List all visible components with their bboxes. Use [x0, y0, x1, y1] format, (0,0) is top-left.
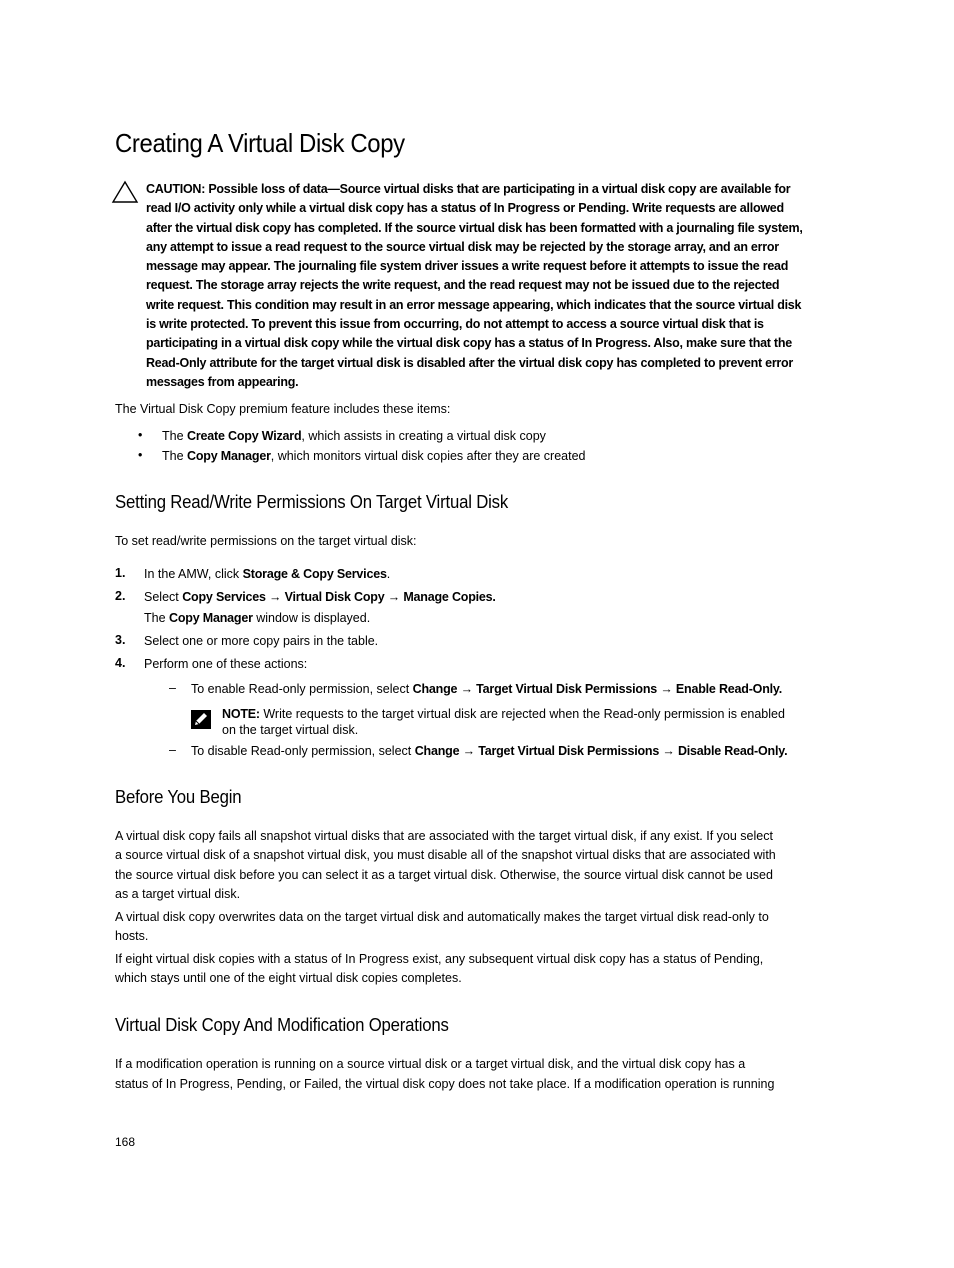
- caution-line: any attempt to issue a read request to the source virtual disk may be rejected by the storage array, and an error: [146, 239, 779, 254]
- warning-triangle-icon: [111, 180, 139, 204]
- section-intro: To set read/write permissions on the target virtual disk:: [115, 534, 417, 548]
- caution-line: message may appear. The journaling file system driver issues a write request before it attempts to issue the read: [146, 259, 789, 274]
- caution-text: [146, 180, 811, 392]
- step-text: Perform one of these actions:: [144, 657, 308, 671]
- paragraph-line: If a modification operation is running on a source virtual disk or a target virtual disk, and the virtual disk copy has a: [115, 1057, 746, 1071]
- section-heading-modification-operations: Virtual Disk Copy And Modification Operations: [115, 1015, 449, 1035]
- paragraph-line: A virtual disk copy fails all snapshot virtual disks that are associated with the target virtual disk, if any exist. If you select: [115, 829, 773, 843]
- create-copy-wizard-label: Create Copy Wizard: [187, 429, 302, 443]
- step-number: 1.: [115, 566, 126, 580]
- section-heading-permissions: Setting Read/Write Permissions On Target Virtual Disk: [115, 492, 508, 512]
- caution-line: CAUTION: Possible loss of data—Source virtual disks that are participating in a virtual disk copy are available for: [146, 182, 791, 196]
- dash-marker: –: [169, 743, 176, 757]
- note-text: NOTE: Write requests to the target virtual disk are rejected when the Read-only permission is enabled on the target virtual disk.: [222, 707, 785, 737]
- section-heading-before-you-begin: Before You Begin: [115, 787, 242, 807]
- note-pencil-icon: [191, 710, 211, 729]
- caution-line: after the virtual disk copy has completed. If the source virtual disk has been formatted with a journaling file system,: [146, 220, 803, 235]
- caution-line: participating in a virtual disk copy while the virtual disk copy has a status of In Progress. Also, make sure that the: [146, 336, 792, 351]
- step-text: Select Copy Services → Virtual Disk Copy → Manage Copies.: [144, 590, 496, 604]
- list-item: The Copy Manager, which monitors virtual disk copies after they are created: [162, 449, 586, 463]
- step-number: 2.: [115, 589, 126, 603]
- paragraph-line: If eight virtual disk copies with a status of In Progress exist, any subsequent virtual disk copy has a status of Pending,: [115, 952, 764, 966]
- intro-text: The Virtual Disk Copy premium feature includes these items:: [115, 402, 451, 416]
- step-result: The Copy Manager window is displayed.: [144, 611, 371, 625]
- bullet-marker: •: [138, 428, 143, 442]
- paragraph-line: status of In Progress, Pending, or Failed, the virtual disk copy does not take place. If a modification operation is running: [115, 1077, 775, 1091]
- caution-line: is write protected. To prevent this issue from occurring, do not attempt to access a source virtual disk that is: [146, 317, 764, 332]
- paragraph-line: A virtual disk copy overwrites data on the target virtual disk and automatically makes the target virtual disk read-only to: [115, 910, 769, 924]
- paragraph-line: hosts.: [115, 929, 149, 943]
- paragraph-line: which stays until one of the eight virtual disk copies completes.: [115, 971, 462, 985]
- step-number: 3.: [115, 633, 126, 647]
- paragraph-line: as a target virtual disk.: [115, 887, 241, 901]
- list-item: The Create Copy Wizard, which assists in creating a virtual disk copy: [162, 429, 546, 443]
- caution-line: request. The storage array rejects the write request, and the read request may not be issued due to the rejected: [146, 278, 780, 293]
- caution-line: read I/O activity only while a virtual disk copy has a status of In Progress or Pending. Write requests are allowed: [146, 201, 784, 216]
- note-label: NOTE:: [222, 707, 260, 721]
- caution-line: write request. This condition may result in an error message appearing, which indicates that the source virtual disk: [146, 297, 802, 312]
- page-title: Creating A Virtual Disk Copy: [115, 128, 405, 158]
- caution-line: messages from appearing.: [146, 374, 299, 389]
- page-number: 168: [115, 1135, 136, 1149]
- paragraph-line: a source virtual disk of a snapshot virtual disk, you must disable all of the snapshot virtual disks that are associated with: [115, 848, 776, 862]
- action-item: To disable Read-only permission, select Change → Target Virtual Disk Permissions → Disable Read-Only.: [191, 744, 788, 758]
- step-text: Select one or more copy pairs in the table.: [144, 634, 379, 648]
- paragraph-line: the source virtual disk before you can select it as a target virtual disk. Otherwise, the source virtual disk cannot be used: [115, 868, 773, 882]
- copy-manager-label: Copy Manager: [187, 449, 271, 463]
- action-item: To enable Read-only permission, select Change → Target Virtual Disk Permissions → Enable Read-Only.: [191, 682, 783, 696]
- caution-line: Read-Only attribute for the target virtual disk is disabled after the virtual disk copy has completed to prevent error: [146, 355, 794, 370]
- dash-marker: –: [169, 681, 176, 695]
- step-text: In the AMW, click Storage & Copy Services.: [144, 567, 391, 581]
- bullet-marker: •: [138, 448, 143, 462]
- step-number: 4.: [115, 656, 126, 670]
